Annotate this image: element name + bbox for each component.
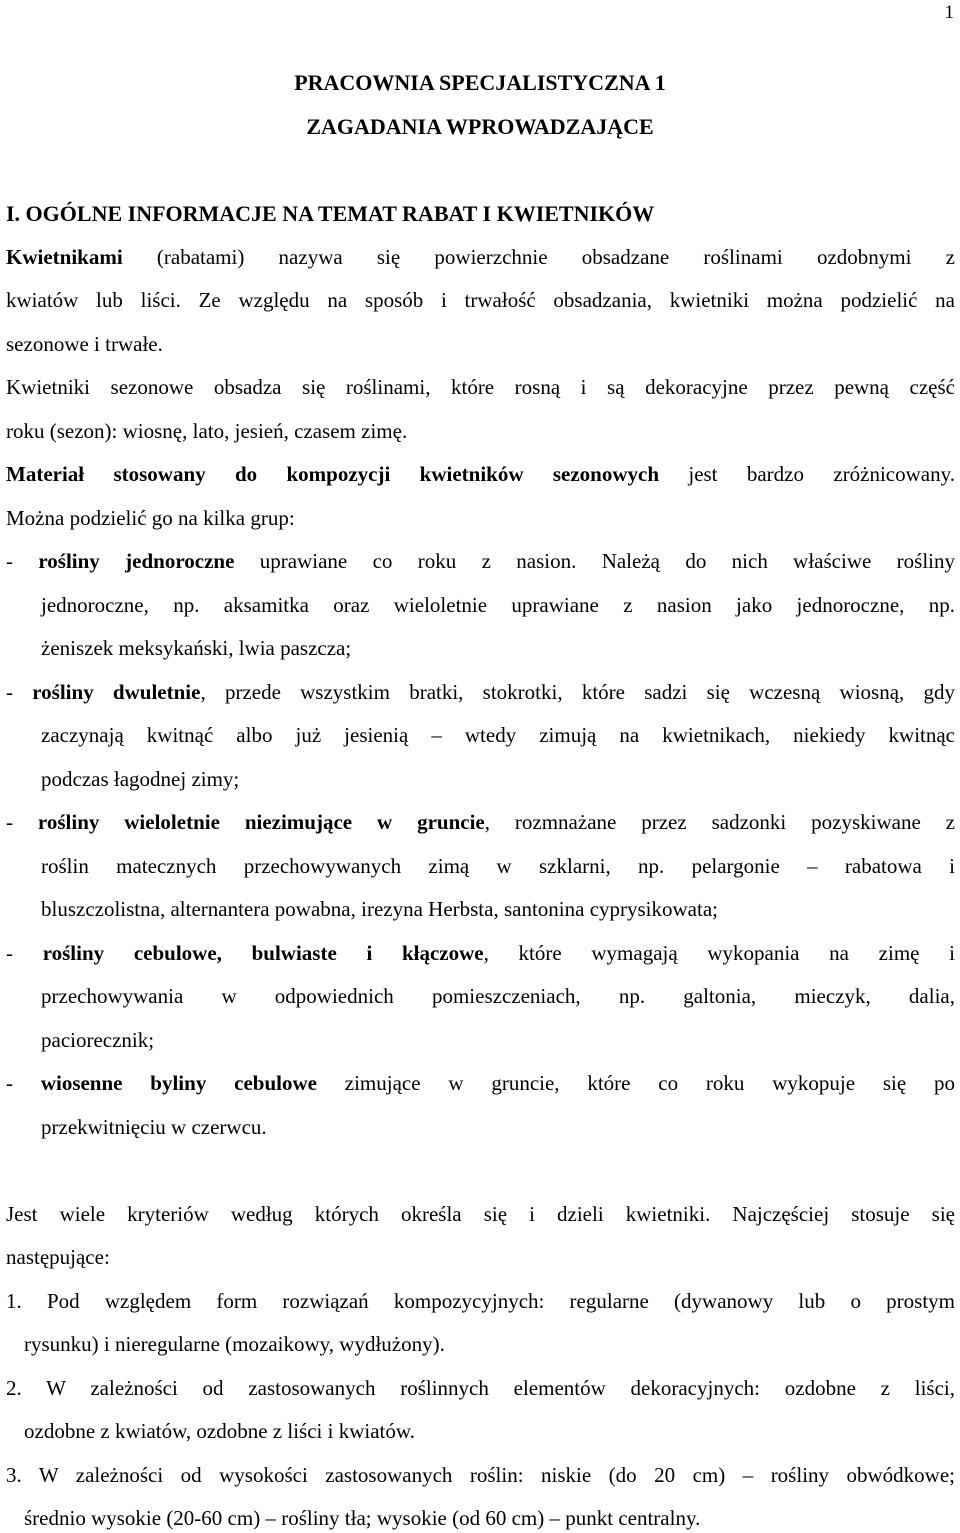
paragraph-material-line-1 <box>6 461 955 487</box>
list-item-biennials-line-1 <box>6 679 955 705</box>
text-run: , przede wszystkim bratki, stokrotki, które sadzi się wczesną wiosną, gdy <box>200 680 956 704</box>
list-item-spring-bulbs-line-2: przekwitnięciu w czerwcu. <box>41 1115 267 1139</box>
paragraph-definition-line-2: kwiatów lub liści. Ze względu na sposób i trwałość obsadzania, kwietniki można podzielić na <box>6 288 955 312</box>
list-item-biennials-line-3: podczas łagodnej zimy; <box>41 767 240 791</box>
term-annuals: rośliny jednoroczne <box>38 549 235 573</box>
list-item-perennials-line-1 <box>6 809 955 835</box>
criterion-3-line-2: średnio wysokie (20-60 cm) – rośliny tła; wysokie (od 60 cm) – punkt centralny. <box>24 1506 701 1530</box>
criterion-1-line-1: 1. Pod względem form rozwiązań kompozycyjnych: regularne (dywanowy lub o prostym <box>6 1289 955 1313</box>
criterion-2-line-1: 2. W zależności od zastosowanych roślinnych elementów dekoracyjnych: ozdobne z liści, <box>6 1376 955 1400</box>
term-biennials: rośliny dwuletnie <box>32 680 201 704</box>
list-item-annuals-line-1 <box>6 548 955 574</box>
criterion-3-line-1: 3. W zależności od wysokości zastosowanych roślin: niskie (do 20 cm) – rośliny obwódkowe; <box>6 1463 955 1487</box>
text-run: (rabatami) nazywa się powierzchnie obsadzane roślinami ozdobnymi z <box>122 245 955 269</box>
term-spring-bulbs: wiosenne byliny cebulowe <box>40 1071 317 1095</box>
list-item-bulbs-line-3: paciorecznik; <box>41 1028 155 1052</box>
list-item-spring-bulbs-line-1 <box>6 1070 955 1096</box>
page-subtitle: ZAGADANIA WPROWADZAJĄCE <box>306 114 654 139</box>
list-item-bulbs-line-2: przechowywania w odpowiednich pomieszczeniach, np. galtonia, mieczyk, dalia, <box>41 984 955 1008</box>
text-run: zimujące w gruncie, które co roku wykopuje się po <box>316 1071 955 1095</box>
criterion-2-line-2: ozdobne z kwiatów, ozdobne z liści i kwiatów. <box>24 1419 415 1443</box>
term-perennials: rośliny wieloletnie niezimujące w gruncie <box>37 810 485 834</box>
list-item-annuals-line-2: jednoroczne, np. aksamitka oraz wieloletnie uprawiane z nasion jako jednoroczne, np. <box>41 593 955 617</box>
criteria-intro-line-2: następujące: <box>6 1245 110 1269</box>
paragraph-definition-line-1 <box>6 244 955 270</box>
dash: - <box>6 941 43 965</box>
list-item-annuals-line-3: żeniszek meksykański, lwia paszcza; <box>41 636 352 660</box>
paragraph-material-line-2: Można podzielić go na kilka grup: <box>6 506 295 530</box>
page-number: 1 <box>944 2 954 23</box>
page-title: PRACOWNIA SPECJALISTYCZNA 1 <box>294 70 666 95</box>
dash: - <box>6 680 33 704</box>
list-item-biennials-line-2: zaczynają kwitnąć albo już jesienią – wtedy zimują na kwietnikach, niekiedy kwitnąc <box>41 723 955 747</box>
dash: - <box>6 549 39 573</box>
material-bold: Materiał stosowany do kompozycji kwietników sezonowych <box>6 462 660 486</box>
list-item-perennials-line-2: roślin matecznych przechowywanych zimą w szklarni, np. pelargonie – rabatowa i <box>41 854 955 878</box>
criterion-1-line-2: rysunku) i nieregularne (mozaikowy, wydłużony). <box>24 1332 445 1356</box>
paragraph-seasonal-line-2: roku (sezon): wiosnę, lato, jesień, czasem zimę. <box>6 419 408 443</box>
list-item-perennials-line-3: bluszczolistna, alternantera powabna, irezyna Herbsta, santonina cyprysikowata; <box>41 897 718 921</box>
paragraph-definition-line-3: sezonowe i trwałe. <box>6 332 163 356</box>
term-bulbs: rośliny cebulowe, bulwiaste i kłączowe <box>42 941 484 965</box>
criteria-intro-line-1: Jest wiele kryteriów według których określa się i dzieli kwietniki. Najczęściej stosuje się <box>6 1202 955 1226</box>
text-run: , rozmnażane przez sadzonki pozyskiwane z <box>484 810 956 834</box>
text-run: uprawiane co roku z nasion. Należą do nich właściwe rośliny <box>234 549 956 573</box>
section-heading: I. OGÓLNE INFORMACJE NA TEMAT RABAT I KWIETNIKÓW <box>6 201 655 226</box>
term-kwietnikami: Kwietnikami <box>6 245 123 269</box>
dash: - <box>6 1071 41 1095</box>
paragraph-seasonal-line-1: Kwietniki sezonowe obsadza się roślinami, które rosną i są dekoracyjne przez pewną część <box>6 375 955 399</box>
list-item-bulbs-line-1 <box>6 940 955 966</box>
dash: - <box>6 810 38 834</box>
text-run: jest bardzo zróżnicowany. <box>659 462 955 486</box>
text-run: , które wymagają wykopania na zimę i <box>483 941 955 965</box>
